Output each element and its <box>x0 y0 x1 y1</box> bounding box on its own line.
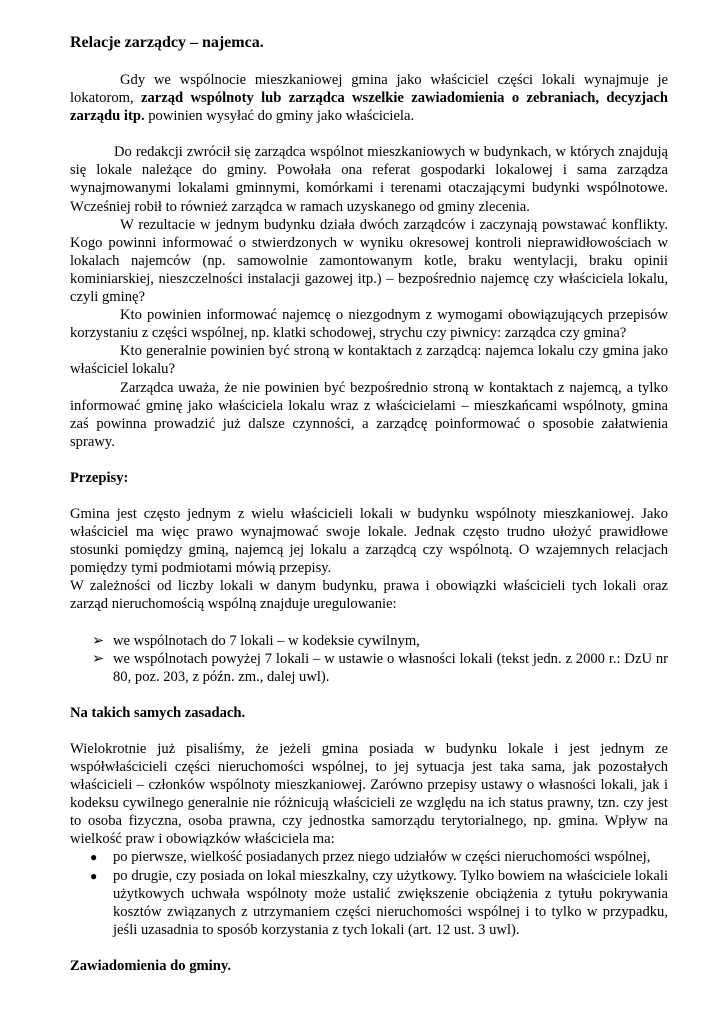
dot-bullet-icon: ● <box>90 868 98 883</box>
document-title: Relacje zarządcy – najemca. <box>70 34 264 51</box>
list-item-text: we wspólnotach powyżej 7 lokali – w ustawie o własności lokali (tekst jedn. z 2000 r.: DzU nr 80, poz. 203, z późn. zm., dalej uwl). <box>113 650 668 685</box>
zasady-paragraph: Wielokrotnie już pisaliśmy, że jeżeli gmina posiada w budynku lokale i jest jednym ze współwłaścicieli części nieruchomości wspólnej, to jej sytuacja jest taka sama, jak pozostałych właścicieli – członków wspólnoty mieszkaniowej. Zarówno przepisy ustawy o własności lokali, jak i kodeksu cywilnego generalnie nie różnicują właścicieli ze względu na ich status prawny, tzn. czy jest to osoba fizyczna, osoba prawna, czy jednostka samorządu terytorialnego, np. gmina. Wpływ na wielkość praw i obowiązków właściciela ma: <box>70 740 668 848</box>
intro-text-end: powinien wysyłać do gminy jako właściciela. <box>144 108 415 125</box>
paragraph-1: Do redakcji zwrócił się zarządca wspólnot mieszkaniowych w budynkach, w których znajdują się lokale należące do gminy. Powołała ona referat gospodarki lokalowej i sama zarządza wynajmowanymi lokalami gminnymi, komórkami i terenami otaczającymi budynki wspólnotowe. Wcześniej robił to również zarządca w ramach uzyskanego od gminy zlecenia. <box>70 144 668 215</box>
przepisy-paragraph-1: Gmina jest często jednym z wielu właścicieli lokali w budynku wspólnoty mieszkaniowej. Jako właściciel ma więc prawo wynajmować swoje lokale. Jednak często trudno ułożyć prawidłowe stosunki pomiędzy gminą, najemcą jej lokalu a zarządcą czy wspólnotą. O wzajemnych relacjach pomiędzy tymi podmiotami mówią przepisy. <box>70 505 668 577</box>
section-heading-przepisy: Przepisy: <box>70 469 129 486</box>
section-heading-zawiadomienia: Zawiadomienia do gminy. <box>70 957 231 974</box>
paragraph-4: Kto generalnie powinien być stroną w kontaktach z zarządcą: najemca lokalu czy gmina jako właściciel lokalu? <box>70 343 668 378</box>
intro-paragraph <box>70 71 668 125</box>
bullet-list <box>70 848 668 938</box>
arrow-bullet-icon: ➢ <box>92 632 105 649</box>
dot-bullet-icon: ● <box>90 850 98 865</box>
intro-text: Gdy we wspólnocie mieszkaniowej gmina jako właściciel części lokali wynajmuje je lokatorom, <box>70 72 668 107</box>
section-heading-zasady: Na takich samych zasadach. <box>70 704 246 721</box>
przepisy-paragraph-2: W zależności od liczby lokali w danym budynku, prawa i obowiązki właścicieli tych lokali oraz zarząd nieruchomością wspólną znajduje uregulowanie: <box>70 578 668 613</box>
list-item-text: we wspólnotach do 7 lokali – w kodeksie cywilnym, <box>113 632 420 649</box>
list-item <box>70 632 668 650</box>
list-item <box>70 848 668 866</box>
paragraph-5: Zarządca uważa, że nie powinien być bezpośrednio stroną w kontaktach z najemcą, a tylko informować gminę jako właściciela lokalu wraz z właścicielami – mieszkańcami wspólnoty, gmina zaś powinna prowadzić już dalsze czynności, a zarządcę poinformować o sposobie załatwienia sprawy. <box>70 379 668 450</box>
intro-bold-text: zarząd wspólnoty lub zarządca wszelkie zawiadomienia o zebraniach, decyzjach zarządu itp. <box>70 90 668 125</box>
list-item-text: po drugie, czy posiada on lokal mieszkalny, czy użytkowy. Tylko bowiem na właściciele lokali użytkowych uchwała wspólnoty może ustalić zwiększenie obciążenia z tytułu pokrywania kosztów związanych z utrzymaniem części nieruchomości wspólnej i to tylko w przypadku, jeśli uzasadnia to sposób korzystania z tych lokali (art. 12 ust. 3 uwl). <box>113 867 668 938</box>
paragraph-3: Kto powinien informować najemcę o niezgodnym z wymogami obowiązujących przepisów korzystaniu z części wspólnej, np. klatki schodowej, strychu czy piwnicy: zarządca czy gmina? <box>70 307 668 342</box>
list-item <box>70 867 668 939</box>
paragraph-2: W rezultacie w jednym budynku działa dwóch zarządców i zaczynają powstawać konflikty. Kogo powinni informować o stwierdzonych w wyniku okresowej kontroli nieprawidłowościach w lokalach najemców (np. samowolnie zamontowanym kotle, braku wentylacji, braku opinii kominiarskiej, nieszczelności instalacji gazowej itp.) – bezpośrednio najemcę czy właściciela lokalu, czyli gminę? <box>70 216 668 306</box>
arrow-list <box>70 632 668 686</box>
arrow-bullet-icon: ➢ <box>92 650 105 667</box>
list-item <box>70 650 668 686</box>
list-item-text: po pierwsze, wielkość posiadanych przez niego udziałów w części nieruchomości wspólnej, <box>113 849 651 866</box>
